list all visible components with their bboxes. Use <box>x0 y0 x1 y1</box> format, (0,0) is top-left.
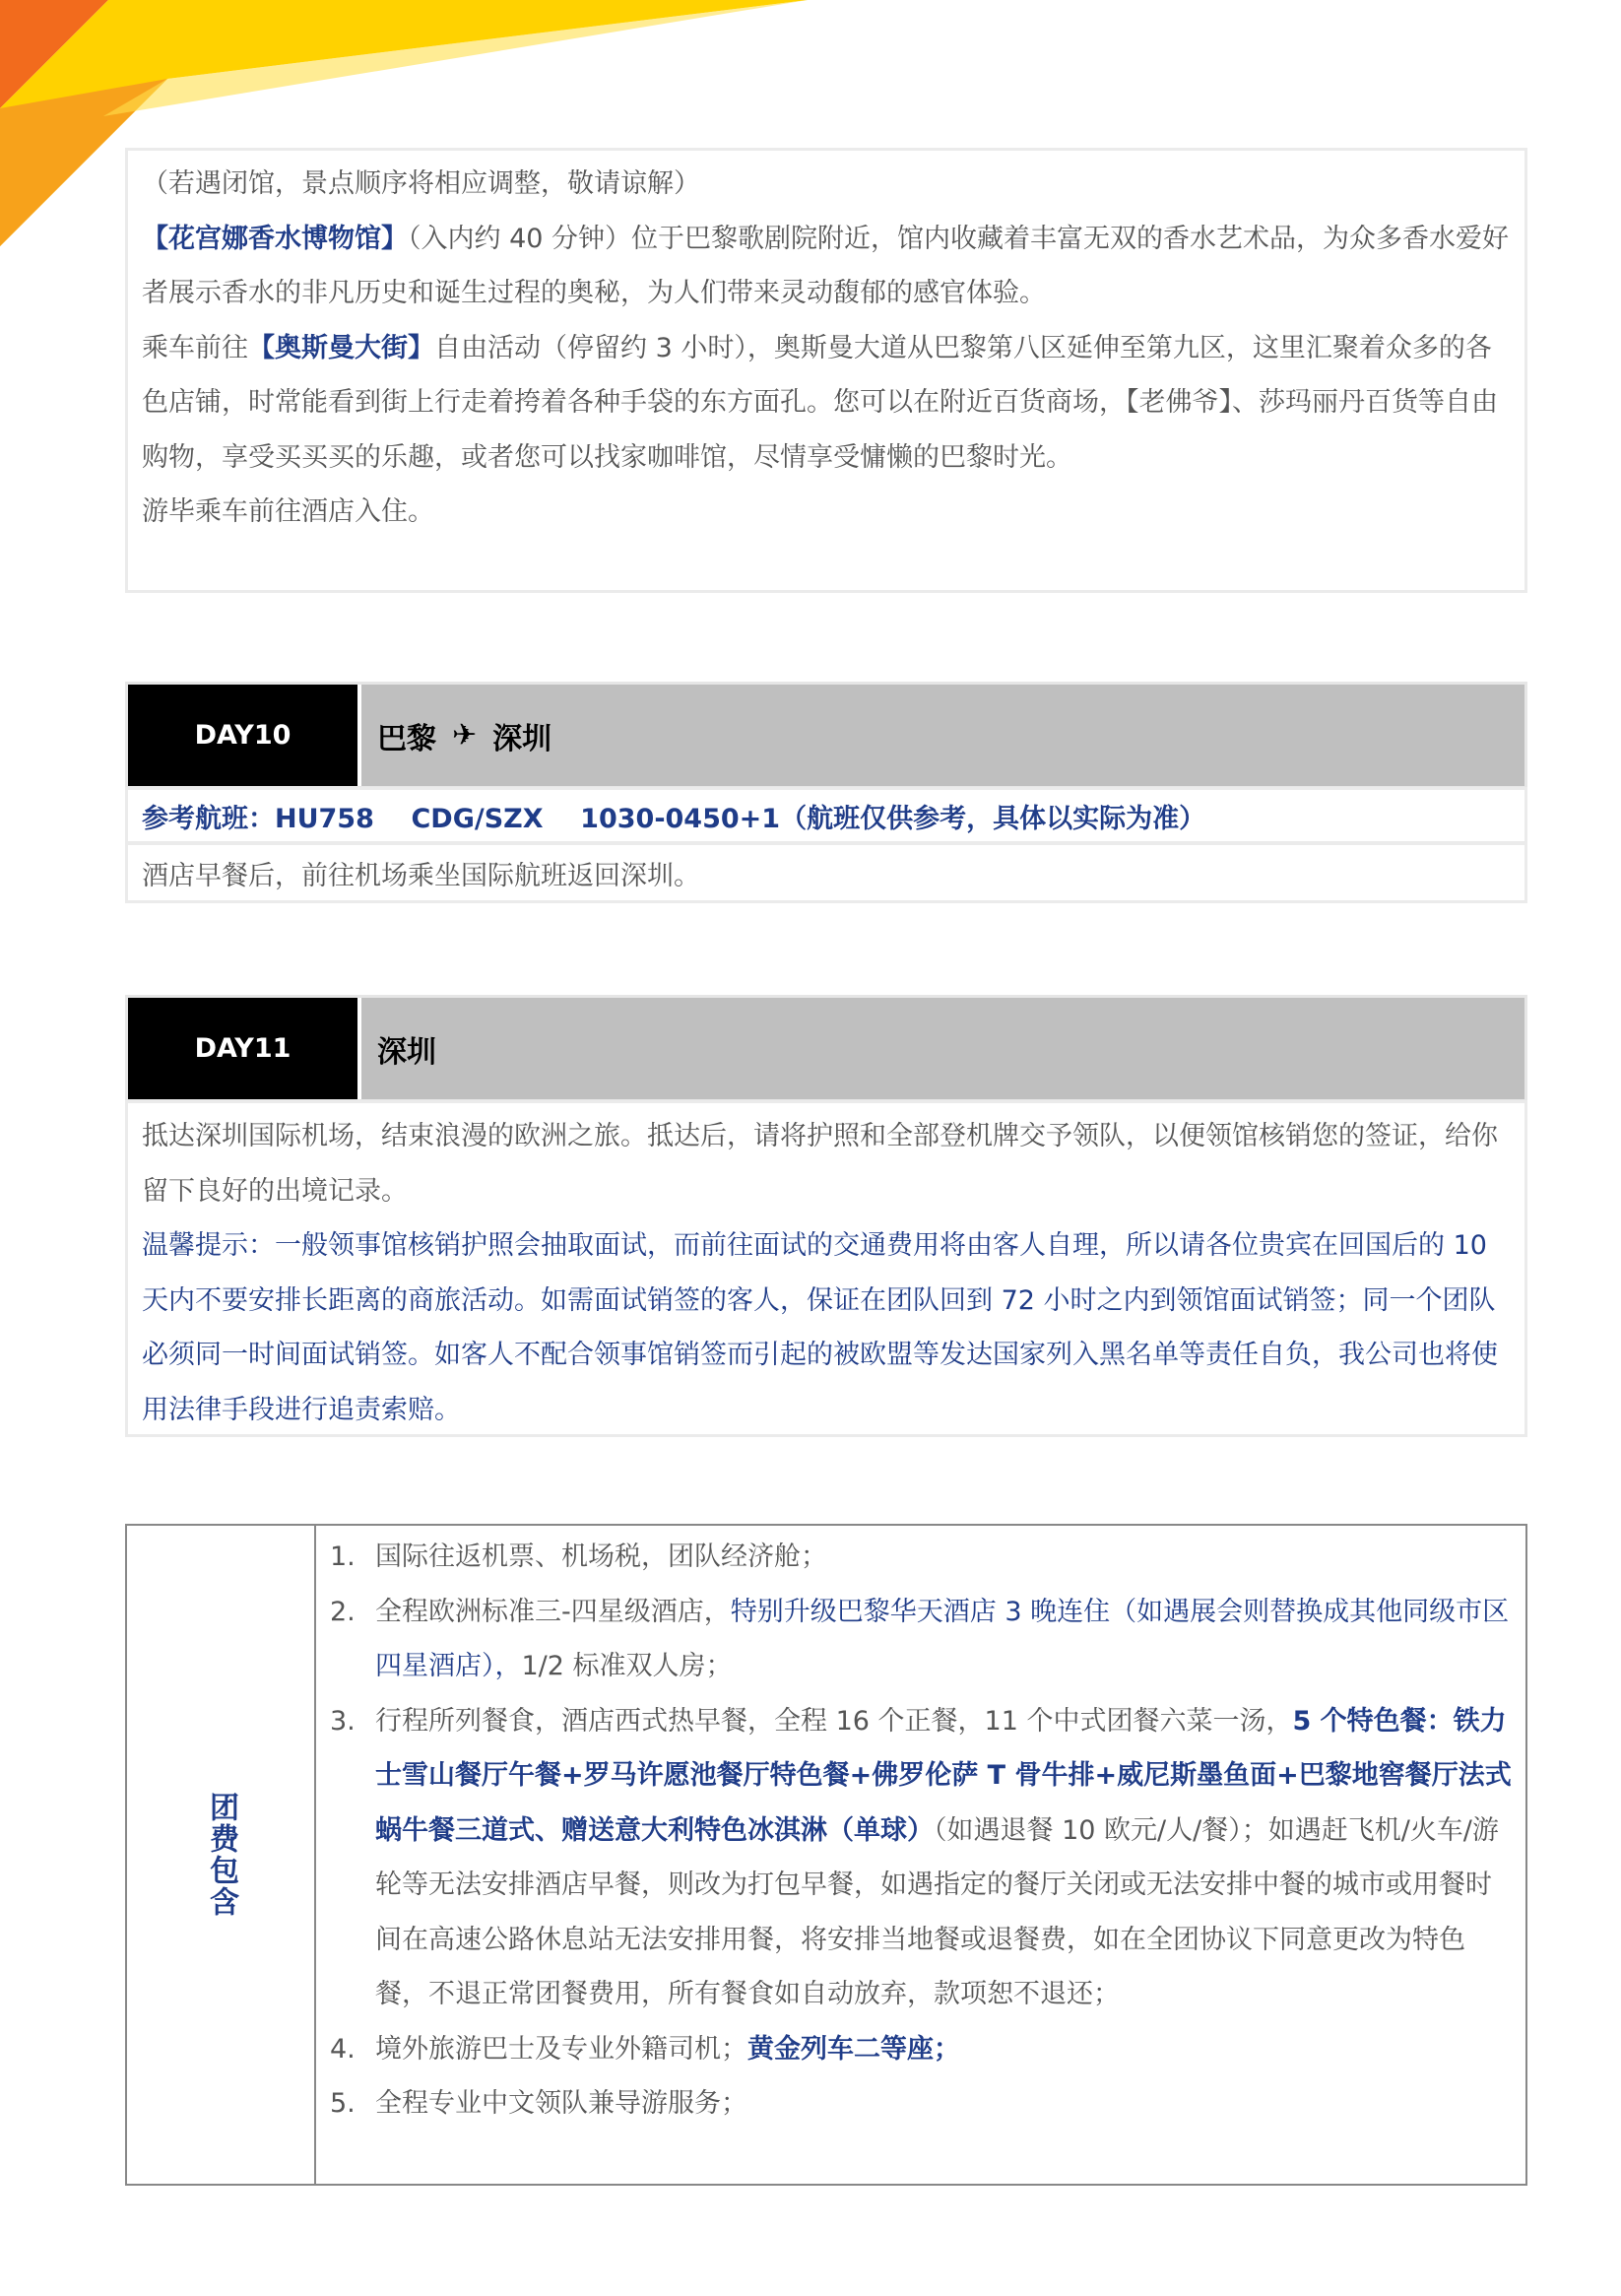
haussmann-name: 【奥斯曼大街】 <box>248 332 434 363</box>
itinerary-block-paris <box>125 148 1527 593</box>
day10-route: 巴黎 ✈ 深圳 <box>361 685 1524 786</box>
day10-description: 酒店早餐后，前往机场乘坐国际航班返回深圳。 <box>125 842 1527 903</box>
day11-label: DAY11 <box>128 998 357 1099</box>
day11-city: 深圳 <box>361 998 1524 1099</box>
list-item: 2. 全程欧洲标准三-四星级酒店，特别升级巴黎华天酒店 3 晚连住（如遇展会则替换成其他同级市区四星酒店），1/2 标准双人房； <box>330 1596 1510 1681</box>
fee-includes-table <box>125 1524 1527 2186</box>
day10-label: DAY10 <box>128 685 357 786</box>
day10-flight-info: 参考航班：HU758 CDG/SZX 1030-0450+1（航班仅供参考，具体以实际为准） <box>125 787 1527 844</box>
list-item: 5. 全程专业中文领队兼导游服务； <box>330 2088 747 2119</box>
closure-note: （若遇闭馆，景点顺序将相应调整，敬请谅解） <box>142 168 700 199</box>
plane-icon: ✈ <box>452 718 478 753</box>
fee-includes-label: 团费包含 <box>204 1792 238 1918</box>
perfume-museum-name: 【花宫娜香水博物馆】 <box>142 223 408 254</box>
perfume-museum-paragraph: 【花宫娜香水博物馆】（入内约 40 分钟）位于巴黎歌剧院附近，馆内收藏着丰富无双的香水艺术品，为众多香水爱好者展示香水的非凡历史和诞生过程的奥秘，为人们带来灵动馥郁的感官体验。 <box>142 223 1510 308</box>
day10-header <box>125 682 1527 789</box>
fee-includes-list <box>316 1526 1525 2184</box>
day11-header <box>125 995 1527 1102</box>
haussmann-paragraph: 乘车前往【奥斯曼大街】自由活动（停留约 3 小时），奥斯曼大道从巴黎第八区延伸至第九区，这里汇聚着众多的各色店铺，时常能看到街上行走着挎着各种手袋的东方面孔。您可以在附近百货商场，【老佛爷】、莎玛丽丹百货等自由购物，享受买买买的乐趣，或者您可以找家咖啡馆，尽情享受慵懒的巴黎时光。 <box>142 332 1498 473</box>
list-item: 1. 国际往返机票、机场税，团队经济舱； <box>330 1542 827 1572</box>
day11-tip: 温馨提示：一般领事馆核销护照会抽取面试，而前往面试的交通费用将由客人自理，所以请各位贵宾在回国后的 10 天内不要安排长距离的商旅活动。如需面试销签的客人，保证在团队回到 72 小时之内到领馆面试销签；同一个团队必须同一时间面试销签。如客人不配合领事馆销签而引起的被欧盟等发达国家列入黑名单等责任自负，我公司也将使用法律手段进行追责索赔。 <box>142 1230 1498 1425</box>
list-item: 3. 行程所列餐食，酒店西式热早餐，全程 16 个正餐，11 个中式团餐六菜一汤，5 个特色餐：铁力士雪山餐厅午餐+罗马许愿池餐厅特色餐+佛罗伦萨 T 骨牛排+威尼斯墨鱼面+巴黎地窖餐厅法式蜗牛餐三道式、赠送意大利特色冰淇淋（单球）（如遇退餐 10 欧元/人/餐）；如遇赶飞机/火车/游轮等无法安排酒店早餐，则改为打包早餐，如遇指定的餐厅关闭或无法安排中餐的城市或用餐时间在高速公路休息站无法安排用餐，将安排当地餐或退餐费，如在全团协议下同意更改为特色餐，不退正常团餐费用，所有餐食如自动放弃，款项恕不退还； <box>330 1705 1512 2009</box>
day11-block <box>125 1100 1527 1437</box>
hotel-checkin-line: 游毕乘车前往酒店入住。 <box>142 496 434 527</box>
list-item: 4. 境外旅游巴士及专业外籍司机；黄金列车二等座； <box>330 2033 960 2065</box>
day11-arrival: 抵达深圳国际机场，结束浪漫的欧洲之旅。抵达后，请将护照和全部登机牌交予领队，以便领馆核销您的签证，给你留下良好的出境记录。 <box>142 1121 1498 1207</box>
fee-includes-label-cell <box>127 1526 316 2184</box>
